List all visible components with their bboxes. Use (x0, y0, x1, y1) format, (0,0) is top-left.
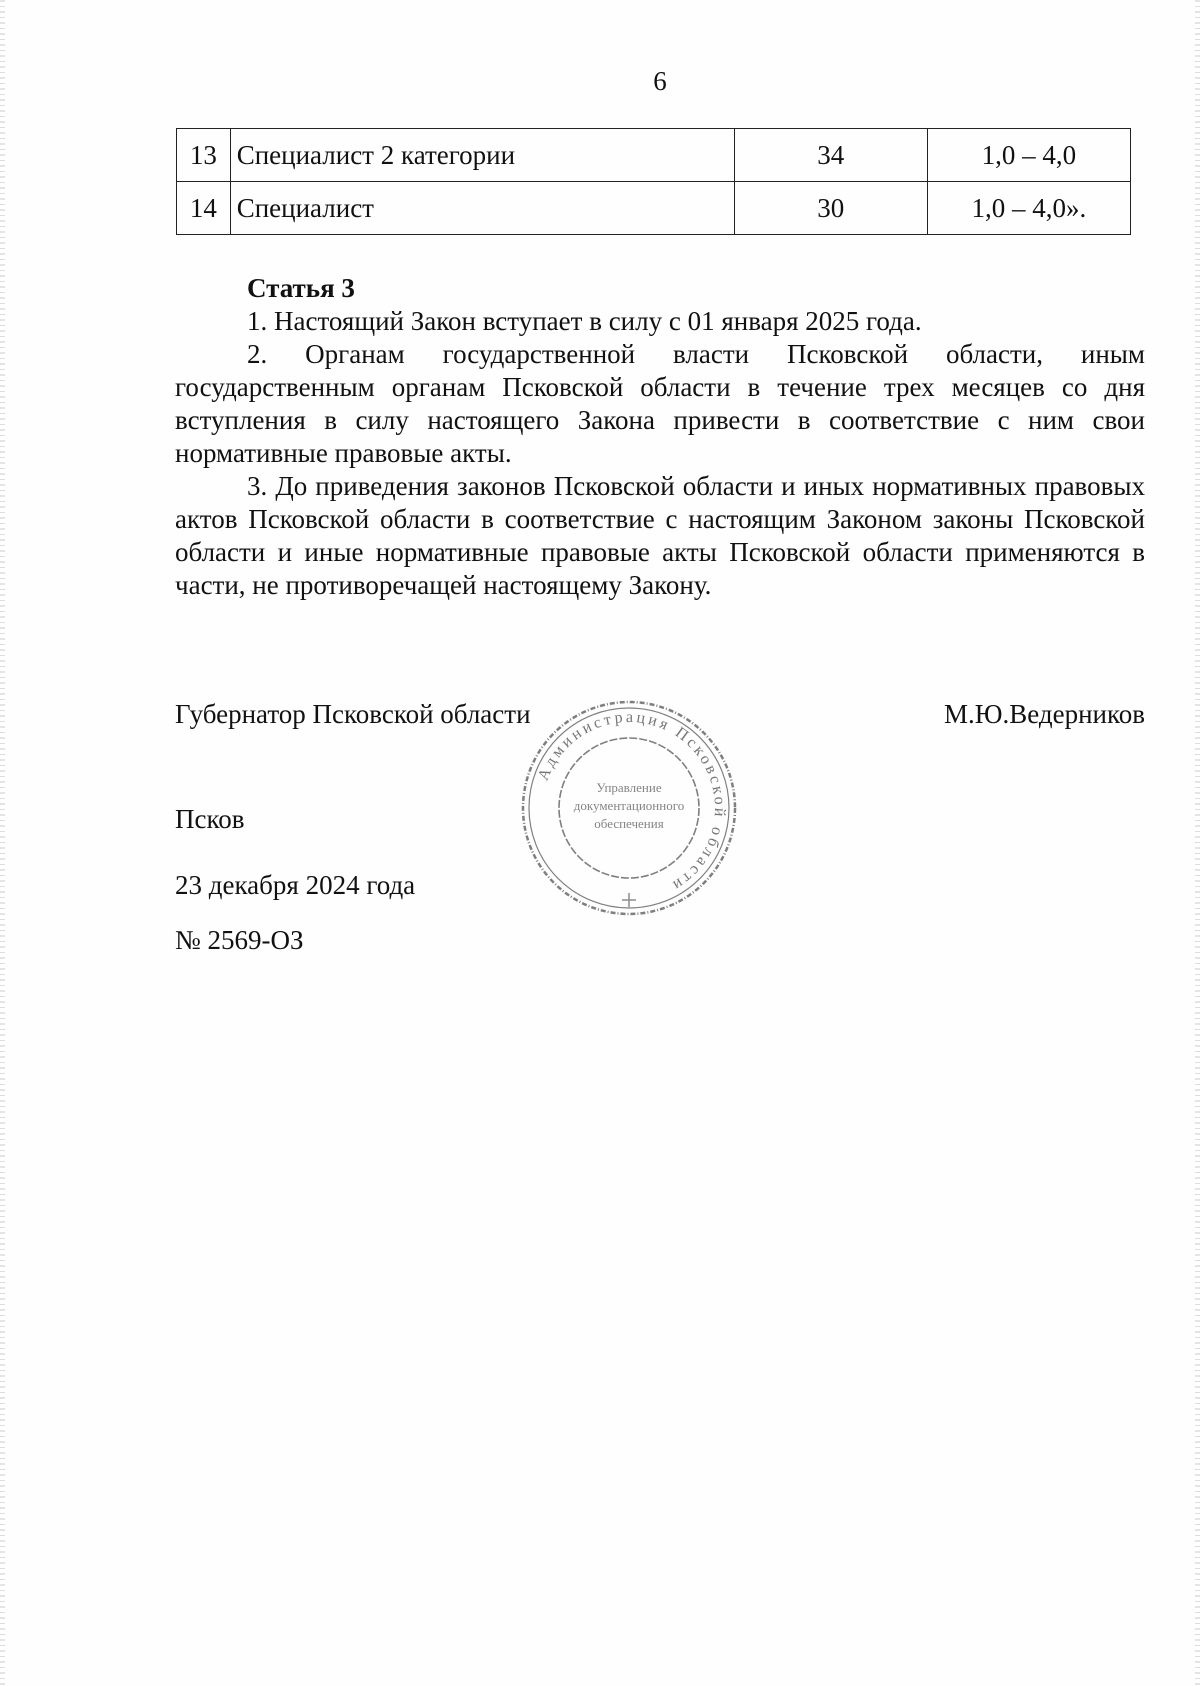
table-row (177, 182, 1131, 235)
official-stamp (518, 697, 740, 919)
stamp-outer-text: Администрация Псковской области (534, 708, 729, 896)
scan-edge-right (1195, 0, 1200, 1686)
page-number: 6 (653, 66, 667, 96)
position-name: Специалист (230, 182, 734, 235)
coefficient-range: 1,0 – 4,0 (927, 129, 1130, 182)
stamp-inner-line: обеспечения (594, 816, 664, 831)
stamp-emblem-icon (622, 893, 636, 907)
article-paragraph: 3. До приведения законов Псковской области и иных нормативных правовых актов Псковской области в соответствие с настоящим Законом законы Псковской области и иные нормативные правовые акты Псковской области применяются в части, не противоречащей настоящему Закону. (175, 471, 1145, 600)
row-number: 14 (177, 182, 231, 235)
coefficient-range: 1,0 – 4,0». (927, 182, 1130, 235)
position-value: 34 (734, 129, 927, 182)
position-value: 30 (734, 182, 927, 235)
document-number: № 2569-ОЗ (175, 925, 304, 955)
stamp-inner-line: документационного (573, 798, 685, 813)
article-paragraph: 1. Настоящий Закон вступает в силу с 01 января 2025 года. (247, 306, 922, 336)
position-name: Специалист 2 категории (230, 129, 734, 182)
table-row (177, 129, 1131, 182)
scan-edge-left (0, 0, 5, 1686)
article-title: Статья 3 (247, 273, 355, 303)
signatory-name: М.Ю.Ведерников (943, 699, 1145, 729)
positions-table (176, 128, 1131, 235)
row-number: 13 (177, 129, 231, 182)
article-paragraph: 2. Органам государственной власти Псковской области, иным государственным органам Псковской области в течение трех месяцев со дня вступления в силу настоящего Закона привести в соответствие с ним свои нормативные правовые акты. (175, 339, 1145, 468)
article-section (175, 272, 1145, 602)
stamp-inner-line: Управление (596, 780, 662, 795)
signing-date: 23 декабря 2024 года (175, 870, 416, 900)
signatory-position: Губернатор Псковской области (175, 699, 531, 729)
place-of-signing: Псков (175, 804, 245, 834)
